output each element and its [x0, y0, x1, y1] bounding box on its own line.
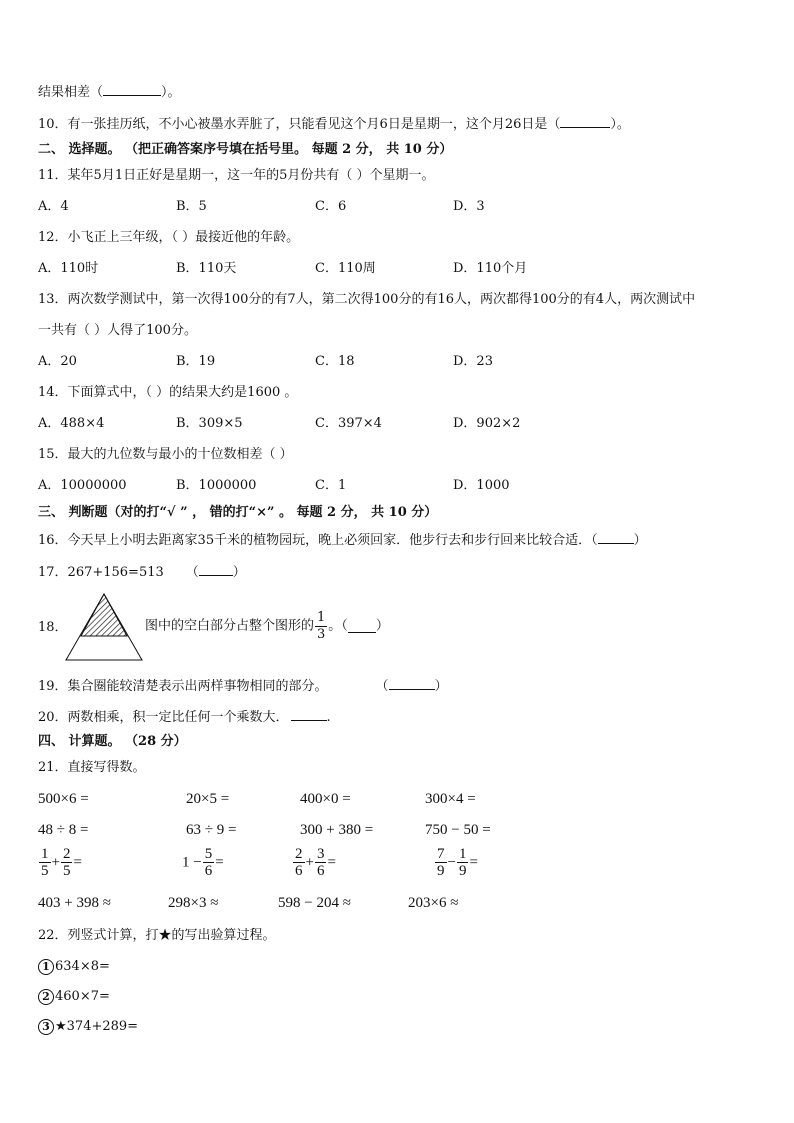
option-a[interactable]: A．488×4: [38, 416, 105, 431]
question-13-line-2: 一共有（ ）人得了100分。: [38, 323, 197, 338]
calc-item-fraction: 1 − $\frac{5}{6}$ =: [182, 846, 224, 879]
answer-blank[interactable]: [291, 708, 327, 721]
triangle-figure: [62, 590, 146, 662]
section-heading-judgement: 三、 判断题（对的打“√ ” ， 错的打“×” 。 每题 2 分， 共 10 分）: [38, 505, 438, 520]
option-b[interactable]: B．309×5: [176, 416, 243, 431]
option-b[interactable]: B．19: [176, 354, 216, 369]
calc-item: 20×5 =: [186, 791, 230, 807]
option-d[interactable]: D．3: [453, 199, 485, 214]
shaded-region: [81, 594, 127, 636]
question-19: 19．集合圈能较清楚表示出两样事物相同的部分。 （ ）: [38, 679, 448, 694]
question-16: 16．今天早上小明去距离家35千米的植物园玩，晚上必须回家．他步行去和步行回来比较合适．（ ）: [38, 533, 647, 548]
question-13-line-1: 13．两次数学测试中，第一次得100分的有7人，第二次得100分的有16人，两次都得100分的有4人，两次测试中: [38, 292, 696, 307]
calc-item: 300×4 =: [425, 791, 476, 807]
option-a[interactable]: A．4: [38, 199, 69, 214]
option-c[interactable]: C．18: [315, 354, 355, 369]
question-14: 14．下面算式中，（ ）的结果大约是1600 。: [38, 385, 298, 400]
option-d[interactable]: D．23: [453, 354, 493, 369]
option-c[interactable]: C．110周: [315, 261, 376, 276]
question-11: 11．某年5月1日正好是星期一，这一年的5月份共有（ ）个星期一。: [38, 168, 435, 183]
calc-item-fraction: $\frac{1}{5}$ + $\frac{2}{5}$ =: [41, 846, 82, 879]
question-15: 15．最大的九位数与最小的十位数相差（ ）: [38, 447, 293, 462]
option-c[interactable]: C．6: [315, 199, 347, 214]
option-a[interactable]: A．20: [38, 354, 77, 369]
circled-number-2: 2: [38, 989, 54, 1005]
circled-number-1: 1: [38, 959, 54, 975]
question-18-number: 18．: [38, 620, 68, 635]
question-17: 17．267+156=513 （ ）: [38, 565, 246, 580]
question-21: 21．直接写得数。: [38, 760, 146, 775]
question-18: 图中的空白部分占整个图形的 $\frac{1}{3}$ 。（ ）: [145, 610, 389, 642]
option-d[interactable]: D．1000: [453, 478, 510, 493]
option-a[interactable]: A．10000000: [38, 478, 127, 493]
vertical-calc-item: 3 ★374+289=: [38, 1019, 138, 1035]
question-9-tail: 结果相差（ ）。: [38, 85, 181, 100]
question-20: 20．两数相乘，积一定比任何一个乘数大． .: [38, 710, 331, 725]
vertical-calc-item: 1 634×8=: [38, 959, 110, 975]
option-b[interactable]: B．110天: [176, 261, 237, 276]
fraction-one-third: $\frac{1}{3}$: [317, 610, 326, 642]
calc-item: 750 − 50 =: [425, 822, 491, 838]
calc-item-fraction: $\frac{7}{9}$ − $\frac{1}{9}$ =: [437, 846, 478, 879]
answer-blank[interactable]: [598, 531, 634, 544]
option-b[interactable]: B．1000000: [176, 478, 257, 493]
question-10: 10．有一张挂历纸，不小心被墨水弄脏了，只能看见这个月6日是星期一，这个月26日是（ ）。: [38, 117, 630, 132]
option-b[interactable]: B．5: [176, 199, 207, 214]
circled-number-3: 3: [38, 1019, 54, 1035]
question-22: 22．列竖式计算，打★的写出验算过程。: [38, 928, 276, 943]
vertical-calc-item: 2 460×7=: [38, 989, 110, 1005]
answer-blank[interactable]: [389, 677, 435, 690]
calc-item: 598 − 204 ≈: [278, 895, 351, 911]
answer-blank[interactable]: [199, 563, 233, 576]
calc-item-fraction: $\frac{2}{6}$ + $\frac{3}{6}$ =: [295, 846, 336, 879]
answer-blank[interactable]: [560, 115, 610, 128]
answer-blank[interactable]: [103, 83, 161, 96]
option-c[interactable]: C．397×4: [315, 416, 382, 431]
option-a[interactable]: A．110时: [38, 261, 99, 276]
answer-blank[interactable]: [348, 620, 376, 633]
calc-item: 63 ÷ 9 =: [186, 822, 237, 838]
calc-item: 300 + 380 =: [300, 822, 374, 838]
calc-item: 298×3 ≈: [168, 895, 219, 911]
calc-item: 48 ÷ 8 =: [38, 822, 89, 838]
option-d[interactable]: D．110个月: [453, 261, 528, 276]
option-c[interactable]: C．1: [315, 478, 347, 493]
calc-item: 403 + 398 ≈: [38, 895, 111, 911]
calc-item: 203×6 ≈: [408, 895, 459, 911]
option-d[interactable]: D．902×2: [453, 416, 521, 431]
calc-item: 500×6 =: [38, 791, 89, 807]
question-12: 12．小飞正上三年级，（ ）最接近他的年龄。: [38, 230, 300, 245]
calc-item: 400×0 =: [300, 791, 351, 807]
section-heading-calculation: 四、 计算题。 （28 分）: [38, 734, 187, 749]
section-heading-choice: 二、 选择题。 （把正确答案序号填在括号里。 每题 2 分， 共 10 分）: [38, 142, 453, 157]
